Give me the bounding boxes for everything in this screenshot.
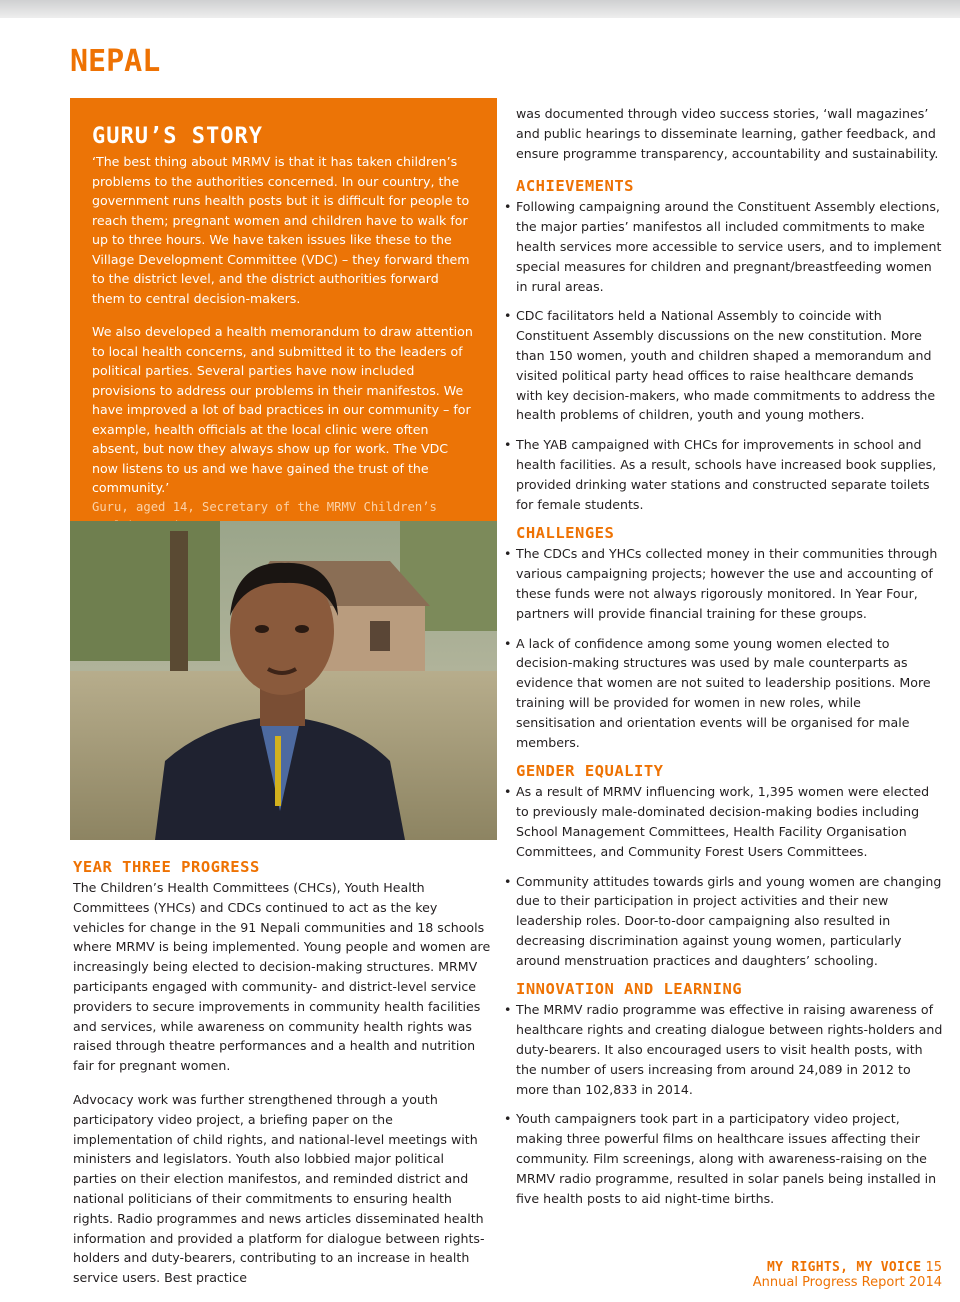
list-item [504,1000,944,1099]
list-item-text: Community attitudes towards girls and young women are changing due to their participation in project activities and their new leadership roles. Door-to-door campaigning also resulted in decreasing discrimination against young women, particularly around menstruation practices and daughters’ schooling. [516,873,942,968]
bullet-icon: • [504,199,512,215]
story-title: GURU’S STORY [92,124,263,149]
list-item [504,544,944,623]
page-title: NEPAL [70,44,161,79]
bullet-icon: • [504,1111,512,1127]
page-number: 15 [925,1260,942,1275]
challenges-list [504,544,944,752]
year-three-section [73,858,491,1302]
top-grey-bar [0,0,960,18]
story-paragraph-2: We also developed a health memorandum to draw attention to local health concerns, and submitted it to the leaders of political parties. Several parties have now included provisions to address our problems in their manifestos. We have improved a lot of bad practices in our community – for example, health officials at the local clinic were often absent, but now they always show up for work. The VDC now listens to us and we have gained the trust of the community.’ [92,324,473,495]
achievements-title: ACHIEVEMENTS [516,177,634,196]
list-item [504,634,944,753]
list-item-text: The CDCs and YHCs collected money in their communities through various campaigning projects; however the use and accounting of these funds were not always rigorously monitored. In Year Four, partners will provide financial training for these groups. [516,546,938,621]
gender-equality-list [504,782,944,970]
continuation-paragraph: was documented through video success stories, ‘wall magazines’ and public hearings to disseminate learning, gather feedback, and ensure programme transparency, accountability and sustainability. [516,106,939,161]
gender-equality-title: GENDER EQUALITY [516,762,664,781]
bullet-icon: • [504,635,512,651]
list-item-text: The YAB campaigned with CHCs for improvements in school and health facilities. As a result, schools have increased book supplies, provided drinking water stations and constructed separate toilets for female students. [516,437,937,512]
bullet-icon: • [504,437,512,453]
list-item-text: CDC facilitators held a National Assembly to coincide with Constituent Assembly discussions on the new constitution. More than 150 women, youth and children shaped a memorandum and visited political party head offices to raise healthcare demands with key decision-makers, who made commitments to address the health problems of children, youth and young mothers. [516,308,936,423]
footer-brand: MY RIGHTS, MY VOICE [767,1260,922,1275]
page-footer [753,1256,942,1291]
year-three-paragraph-2: Advocacy work was further strengthened through a youth participatory video project, a briefing paper on the implementation of child rights, and national-level meetings with ministers and legislators. Youth also lobbied major political parties on their election manifestos, and reminded district and national politicians of their commitments to ensuring health rights. Radio programmes and news articles disseminated health information and provided a platform for dialogue between rights-holders and duty-bearers, contributing to an increase in health service users. Best practice [73,1091,485,1286]
innovation-title: INNOVATION AND LEARNING [516,980,743,999]
year-three-paragraph-1: The Children’s Health Committees (CHCs), Youth Health Committees (YHCs) and CDCs continued to act as the key vehicles for change in the 91 Nepali communities and 18 schools where MRMV is being implemented. Young people and women are increasingly being elected to decision-making structures. MRMV participants engaged with community- and district-level service providers to secure improvements in community health facilities and services, while awareness on community health rights was raised through theatre performances and a health and nutrition fair for pregnant women. [73,880,491,1074]
bullet-icon: • [504,873,512,889]
bullet-icon: • [504,546,512,562]
list-item-text: A lack of confidence among some young women elected to decision-making structures was used by male counterparts as evidence that women are not suited to leadership positions. More training will be provided for women in new roles, while sensitisation and orientation events will be organised for male members. [516,635,931,750]
list-item-text: Youth campaigners took part in a participatory video project, making three powerful films on healthcare issues affecting their community. Film screenings, along with awareness-raising on the MRMV radio programme, resulted in solar panels being installed in five health posts to aid night-time births. [516,1111,937,1206]
story-paragraph-1: ‘The best thing about MRMV is that it has taken children’s problems to the authorities concerned. In our country, the government runs health posts but it is difficult for people to reach them; pregnant women and children have to walk for up to three hours. We have taken issues like these to the Village Development Committee (VDC) – they forward them to the district level, and the district authorities forward them to central decision-makers. [92,154,470,306]
innovation-list [504,1000,944,1208]
bullet-icon: • [504,784,512,800]
list-item-text: The MRMV radio programme was effective in raising awareness of healthcare rights and creating dialogue between rights-holders and duty-bearers. It also encouraged users to visit health posts, with the number of users increasing from around 24,089 in 2012 to more than 102,833 in 2014. [516,1002,943,1097]
right-column [504,104,944,1218]
story-box [70,98,497,521]
challenges-title: CHALLENGES [516,524,615,543]
list-item [504,872,944,971]
list-item-text: As a result of MRMV influencing work, 1,395 women were elected to previously male-dominated decision-making bodies including School Management Committees, Health Facility Organisation Committees, and Community Forest Users Committees. [516,784,930,859]
story-attribution: Guru, aged 14, Secretary of the MRMV Children’s [92,499,437,514]
list-item [504,435,944,514]
list-item [504,782,944,861]
bullet-icon: • [504,308,512,324]
list-item [504,197,944,296]
footer-report-title: Annual Progress Report 2014 [752,1275,942,1290]
bullet-icon: • [504,1002,512,1018]
guru-photo [70,521,497,840]
list-item [504,306,944,425]
year-three-title: YEAR THREE PROGRESS [73,858,260,876]
list-item-text: Following campaigning around the Constituent Assembly elections, the major parties’ manifestos all included commitments to make health services more accessible to service users, and to implement special measures for children and pregnant/breastfeeding women in rural areas. [516,199,942,294]
achievements-list [504,197,944,514]
list-item [504,1109,944,1208]
